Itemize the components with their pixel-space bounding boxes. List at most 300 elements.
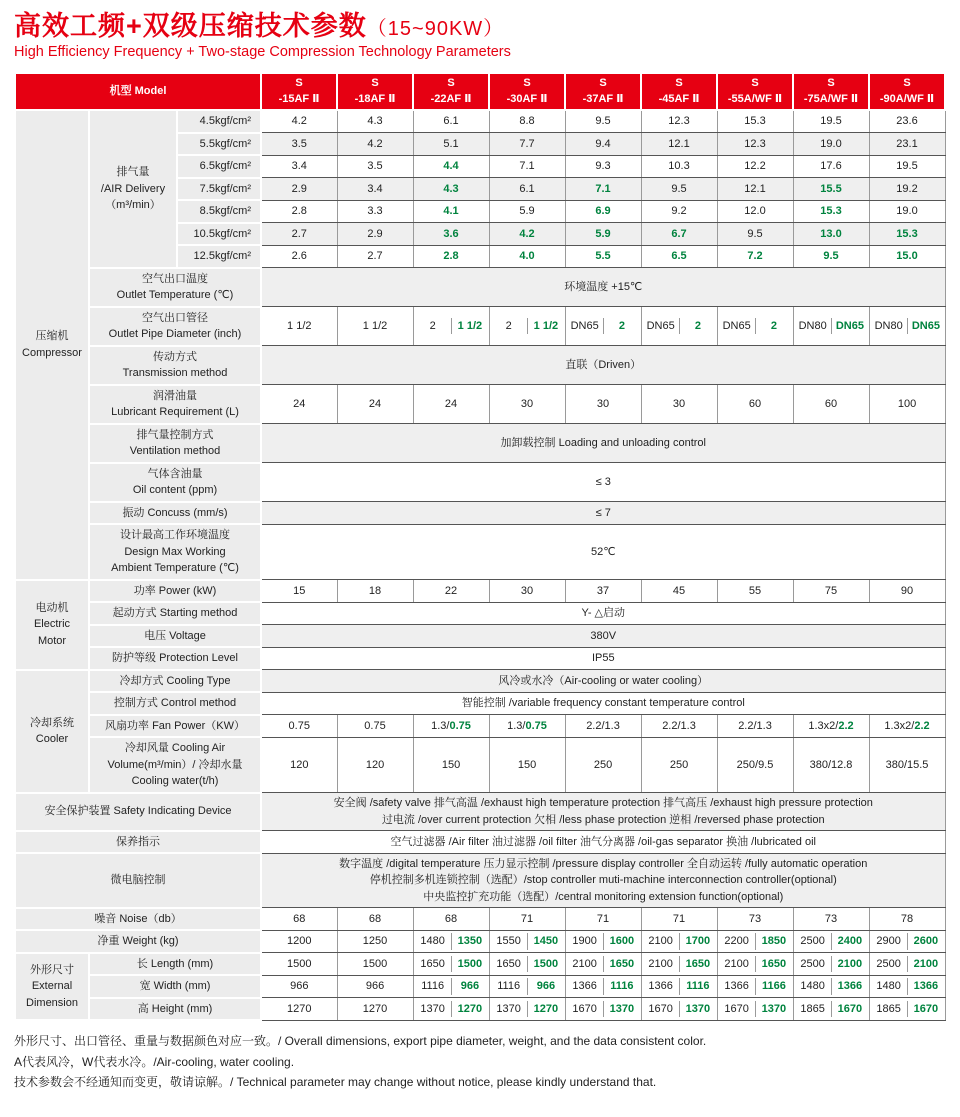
data-cell: 15 (261, 580, 337, 603)
data-cell: 12.2 (717, 155, 793, 178)
data-cell: 120 (261, 737, 337, 793)
data-cell: 68 (337, 908, 413, 931)
data-cell: 1 1/2 (337, 307, 413, 346)
split-data-cell (413, 307, 489, 346)
data-cell: 4.2 (337, 133, 413, 156)
value-primary: 1480 (876, 980, 901, 993)
text-line: 电动机 (35, 601, 69, 614)
table-row (15, 793, 945, 831)
data-cell: 加卸载控制 Loading and unloading control (261, 424, 945, 463)
pressure-label: 8.5kgf/cm² (177, 200, 261, 223)
value-alternate: 966 (527, 978, 564, 995)
data-cell: 3.3 (337, 200, 413, 223)
value-primary: 2500 (876, 957, 901, 970)
text-line: 排气量 (116, 166, 150, 179)
model-header-line: S (295, 77, 303, 90)
data-cell: 2.8 (261, 200, 337, 223)
data-cell: 智能控制 /variable frequency constant temperature control (261, 692, 945, 715)
value-alternate: 0.75 (525, 719, 547, 732)
value-primary: DN80 (874, 319, 903, 332)
data-cell: 2.7 (337, 245, 413, 268)
data-cell: 6.9 (565, 200, 641, 223)
data-cell: 5.1 (413, 133, 489, 156)
text-line: 净重 Weight (kg) (97, 935, 179, 948)
table-row (15, 908, 945, 931)
data-cell: 4.3 (337, 110, 413, 133)
value-alternate: 1370 (603, 1001, 640, 1018)
text-line: Transmission method (122, 367, 228, 380)
value-alternate: 1 1/2 (451, 318, 488, 335)
split-data-cell (565, 953, 641, 976)
data-cell (793, 715, 869, 738)
data-cell: 4.3 (413, 178, 489, 201)
row-label (89, 110, 177, 268)
data-cell: 空气过滤器 /Air filter 油过滤器 /oil filter 油气分离器 /oil-gas separator 换油 /lubricated oil (261, 831, 945, 854)
text-line: 安全保护装置 Safety Indicating Device (44, 805, 232, 818)
text-line: Cooler (35, 733, 69, 746)
page-subtitle: High Efficiency Frequency + Two-stage Compression Technology Parameters (14, 44, 511, 61)
data-cell: 1500 (337, 953, 413, 976)
text-line: Cooling water(t/h) (131, 775, 219, 788)
model-header-line: -37AF Ⅱ (582, 92, 624, 105)
row-label (89, 670, 261, 693)
row-label (89, 385, 261, 424)
value-primary: 1370 (496, 1002, 521, 1015)
data-cell: 250 (565, 737, 641, 793)
split-data-cell (641, 953, 717, 976)
data-cell: 966 (261, 975, 337, 998)
model-header-line: -30AF Ⅱ (506, 92, 548, 105)
data-cell: 71 (641, 908, 717, 931)
split-data-cell (869, 953, 945, 976)
data-cell: 37 (565, 580, 641, 603)
data-cell: 9.4 (565, 133, 641, 156)
value-primary: 1670 (724, 1002, 749, 1015)
split-data-cell (489, 998, 565, 1021)
data-cell (869, 715, 945, 738)
table-row (15, 998, 945, 1021)
data-cell: 2.9 (337, 223, 413, 246)
data-cell: 12.1 (717, 178, 793, 201)
model-header-line: S (447, 77, 455, 90)
data-cell (261, 853, 945, 908)
text-line: /AIR Delivery (100, 182, 166, 195)
pressure-label: 7.5kgf/cm² (177, 178, 261, 201)
value-alternate: 2100 (831, 956, 868, 973)
value-primary: 2100 (572, 957, 597, 970)
value-primary: 2100 (648, 935, 673, 948)
row-label (89, 737, 261, 793)
value-alternate: 1366 (831, 978, 868, 995)
model-header (793, 73, 869, 110)
text-line: 外形尺寸 (30, 963, 74, 976)
text-line: 振动 Concuss (mm/s) (122, 506, 228, 519)
value-primary: 1865 (800, 1002, 825, 1015)
table-row (15, 524, 945, 580)
data-cell: 2.6 (261, 245, 337, 268)
table-header (15, 73, 945, 110)
split-data-cell (413, 953, 489, 976)
data-cell: 7.2 (717, 245, 793, 268)
row-label (89, 580, 261, 603)
table-row (15, 670, 945, 693)
table-row (15, 975, 945, 998)
data-cell: 9.5 (641, 178, 717, 201)
model-header-line: S (523, 77, 531, 90)
split-data-cell (869, 930, 945, 953)
data-cell: 19.2 (869, 178, 945, 201)
footnote-disclaimer: 技术参数会不经通知而变更，敬请谅解。/ Technical parameter may change without notice, please kindly understand that. (14, 1074, 657, 1089)
text-line: 数字温度 /digital temperature 压力显示控制 /pressure display controller 全自动运转 /fully automatic operation (339, 857, 868, 870)
text-line: 保养指示 (116, 835, 160, 848)
value-alternate: 1500 (527, 956, 564, 973)
row-label (89, 307, 261, 346)
page-header (14, 10, 946, 60)
value-primary: 1650 (496, 957, 521, 970)
data-cell: 3.4 (261, 155, 337, 178)
text-line: Outlet Temperature (℃) (116, 289, 234, 302)
data-cell (489, 715, 565, 738)
value-alternate: 2100 (907, 956, 944, 973)
group-label (15, 670, 89, 793)
value-primary: 2900 (876, 935, 901, 948)
table-row (15, 831, 945, 854)
text-line: Oil content (ppm) (132, 484, 218, 497)
data-cell: 9.5 (717, 223, 793, 246)
text-line: 功率 Power (kW) (133, 584, 217, 597)
value-primary: DN65 (570, 319, 599, 332)
page-title-zh: 高效工频+双级压缩技术参数 (14, 11, 367, 41)
table-row (15, 737, 945, 793)
table-row (15, 602, 945, 625)
text-line: Ventilation method (129, 445, 221, 458)
value-alternate: 1366 (907, 978, 944, 995)
data-cell: 150 (489, 737, 565, 793)
table-row (15, 502, 945, 525)
split-data-cell (717, 998, 793, 1021)
data-cell: 7.1 (565, 178, 641, 201)
value-alternate: 1500 (451, 956, 488, 973)
model-header (869, 73, 945, 110)
table-row (15, 110, 945, 133)
value-primary: 1116 (421, 980, 445, 993)
table-row (15, 647, 945, 670)
value-alternate: DN65 (907, 318, 944, 335)
data-cell: 3.5 (261, 133, 337, 156)
data-cell: 380/15.5 (869, 737, 945, 793)
data-cell: Y- △启动 (261, 602, 945, 625)
value-primary: DN65 (646, 319, 675, 332)
data-cell: 4.2 (261, 110, 337, 133)
data-cell: 4.2 (489, 223, 565, 246)
row-label (89, 424, 261, 463)
value-alternate: 966 (451, 978, 488, 995)
data-cell: 68 (261, 908, 337, 931)
value-primary: 2100 (648, 957, 673, 970)
data-cell: 2.2/1.3 (717, 715, 793, 738)
data-cell: 5.9 (565, 223, 641, 246)
value-primary: 1366 (572, 980, 597, 993)
split-data-cell (717, 975, 793, 998)
row-label (89, 502, 261, 525)
data-cell: 15.5 (793, 178, 869, 201)
data-cell: ≤ 7 (261, 502, 945, 525)
model-header-line: S (827, 77, 835, 90)
data-cell: 22 (413, 580, 489, 603)
text-line: 风扇功率 Fan Power（KW） (105, 719, 245, 732)
data-cell: 150 (413, 737, 489, 793)
value-primary: 1670 (648, 1002, 673, 1015)
data-cell: 15.0 (869, 245, 945, 268)
data-cell: 1250 (337, 930, 413, 953)
text-line: Electric Motor (33, 618, 71, 647)
text-line: Dimension (26, 996, 78, 1009)
data-cell: 380V (261, 625, 945, 648)
value-primary: 1900 (572, 935, 597, 948)
data-cell: 19.5 (793, 110, 869, 133)
text-line: 起动方式 Starting method (112, 607, 238, 620)
data-cell: 9.3 (565, 155, 641, 178)
data-cell: 966 (337, 975, 413, 998)
split-data-cell (641, 307, 717, 346)
row-label (89, 692, 261, 715)
split-data-cell (413, 998, 489, 1021)
data-cell: 10.3 (641, 155, 717, 178)
table-body (15, 110, 945, 1020)
data-cell: 0.75 (337, 715, 413, 738)
text-line: 设计最高工作环境温度 (120, 529, 230, 542)
model-header-line: -18AF Ⅱ (354, 92, 396, 105)
table-row (15, 715, 945, 738)
model-column-header: 机型 Model (15, 73, 261, 110)
data-cell: 4.1 (413, 200, 489, 223)
text-line: 微电脑控制 (110, 874, 166, 887)
split-data-cell (793, 998, 869, 1021)
text-line: 冷却风量 Cooling Air (124, 742, 226, 755)
data-cell: 2.7 (261, 223, 337, 246)
value-primary: 2 (505, 319, 512, 332)
data-cell: 12.1 (641, 133, 717, 156)
text-line: 宽 Width (mm) (139, 980, 211, 993)
row-label (89, 346, 261, 385)
data-cell: 1270 (261, 998, 337, 1021)
value-primary: 1366 (648, 980, 673, 993)
text-line: Ambient Temperature (℃) (111, 562, 239, 575)
value-primary: 1370 (420, 1002, 445, 1015)
data-cell: 15.3 (717, 110, 793, 133)
data-cell: 24 (261, 385, 337, 424)
data-cell: 2.2/1.3 (565, 715, 641, 738)
value-alternate: 2 (679, 318, 716, 335)
data-cell: 12.3 (717, 133, 793, 156)
text-line: 过电流 /over current protection 欠相 /less phase protection 逆相 /reversed phase protection (381, 813, 825, 826)
text-line: 电压 Voltage (144, 629, 206, 642)
table-row (15, 625, 945, 648)
text-line: 防护等级 Protection Level (112, 652, 238, 665)
data-cell: 100 (869, 385, 945, 424)
table-row (15, 953, 945, 976)
table-row (15, 307, 945, 346)
value-primary: 1.3/ (431, 719, 450, 732)
split-data-cell (793, 975, 869, 998)
data-cell: 7.1 (489, 155, 565, 178)
data-cell: 23.6 (869, 110, 945, 133)
data-cell: 90 (869, 580, 945, 603)
row-label (15, 930, 261, 953)
data-cell: 18 (337, 580, 413, 603)
value-primary: 1.3x2/ (884, 719, 915, 732)
data-cell: 6.7 (641, 223, 717, 246)
data-cell: 6.1 (413, 110, 489, 133)
row-label (15, 853, 261, 908)
value-alternate: DN65 (831, 318, 868, 335)
value-primary: 1480 (420, 935, 445, 948)
value-alternate: 2400 (831, 933, 868, 950)
row-label (15, 831, 261, 854)
spec-table (14, 72, 946, 1021)
data-cell: 17.6 (793, 155, 869, 178)
value-alternate: 1350 (451, 933, 488, 950)
value-primary: 1.3/ (507, 719, 526, 732)
data-cell: 24 (413, 385, 489, 424)
text-line: 冷却系统 (30, 716, 74, 729)
value-alternate: 1166 (755, 978, 792, 995)
split-data-cell (641, 930, 717, 953)
value-primary: 2200 (724, 935, 749, 948)
split-data-cell (489, 975, 565, 998)
header-row (15, 73, 945, 110)
data-cell: 30 (641, 385, 717, 424)
text-line: 控制方式 Control method (113, 697, 237, 710)
model-header-line: S (903, 77, 911, 90)
pressure-label: 4.5kgf/cm² (177, 110, 261, 133)
footnote-color-legend: 外形尺寸、出口管径、重量与数据颜色对应一致。/ Overall dimensions, export pipe diameter, weight, and the data consistent color. (14, 1034, 707, 1049)
data-cell: 12.0 (717, 200, 793, 223)
split-data-cell (793, 307, 869, 346)
value-primary: 1116 (497, 980, 521, 993)
data-cell: 73 (717, 908, 793, 931)
text-line: 压缩机 (35, 330, 69, 343)
model-header-line: -15AF Ⅱ (278, 92, 320, 105)
data-cell: 45 (641, 580, 717, 603)
model-header-line: -22AF Ⅱ (430, 92, 472, 105)
split-data-cell (489, 307, 565, 346)
value-alternate: 1116 (603, 978, 640, 995)
value-alternate: 1 1/2 (527, 318, 564, 335)
value-primary: DN65 (722, 319, 751, 332)
data-cell: 68 (413, 908, 489, 931)
split-data-cell (869, 975, 945, 998)
data-cell: 60 (793, 385, 869, 424)
model-header-line: -90A/WF Ⅱ (879, 92, 935, 105)
value-primary: DN80 (798, 319, 827, 332)
data-cell: 30 (489, 385, 565, 424)
data-cell: 2.9 (261, 178, 337, 201)
value-primary: 2500 (800, 957, 825, 970)
table-row (15, 346, 945, 385)
row-label (89, 524, 261, 580)
data-cell: 9.2 (641, 200, 717, 223)
model-header-line: -75A/WF Ⅱ (803, 92, 859, 105)
data-cell: 6.5 (641, 245, 717, 268)
data-cell: 3.6 (413, 223, 489, 246)
text-line: 中央监控扩充功能（选配）/central monitoring extension function(optional) (423, 890, 784, 903)
data-cell: 风冷或水冷（Air-cooling or water cooling） (261, 670, 945, 693)
split-data-cell (489, 930, 565, 953)
group-label (15, 110, 89, 580)
data-cell: 24 (337, 385, 413, 424)
split-data-cell (565, 975, 641, 998)
data-cell: 250 (641, 737, 717, 793)
data-cell: 19.0 (869, 200, 945, 223)
data-cell: 19.0 (793, 133, 869, 156)
text-line: Volume(m³/min）/ 冷却水量 (107, 758, 243, 771)
split-data-cell (869, 307, 945, 346)
text-line: Design Max Working (124, 545, 226, 558)
table-row (15, 424, 945, 463)
data-cell: 380/12.8 (793, 737, 869, 793)
text-line: External (31, 980, 73, 993)
group-label (15, 580, 89, 670)
value-alternate: 2.2 (838, 719, 854, 732)
data-cell: 55 (717, 580, 793, 603)
split-data-cell (717, 307, 793, 346)
table-row (15, 385, 945, 424)
value-alternate: 1370 (755, 1001, 792, 1018)
split-data-cell (717, 930, 793, 953)
row-label (89, 975, 261, 998)
value-primary: 2 (429, 319, 436, 332)
data-cell: 78 (869, 908, 945, 931)
value-alternate: 1370 (679, 1001, 716, 1018)
value-alternate: 1650 (603, 956, 640, 973)
data-cell: 2.8 (413, 245, 489, 268)
text-line: 冷却方式 Cooling Type (119, 674, 231, 687)
data-cell: 23.1 (869, 133, 945, 156)
pressure-label: 12.5kgf/cm² (177, 245, 261, 268)
model-header-line: -45AF Ⅱ (658, 92, 700, 105)
data-cell: 5.5 (565, 245, 641, 268)
page-title-kw-range: （15~90KW） (366, 18, 505, 40)
data-cell: ≤ 3 (261, 463, 945, 502)
text-line: （m³/min） (105, 199, 161, 212)
split-data-cell (793, 930, 869, 953)
row-label (89, 625, 261, 648)
data-cell: 9.5 (565, 110, 641, 133)
group-label (15, 953, 89, 1021)
data-cell: 71 (489, 908, 565, 931)
pressure-label: 5.5kgf/cm² (177, 133, 261, 156)
data-cell: 4.0 (489, 245, 565, 268)
value-alternate: 1650 (679, 956, 716, 973)
model-header-line: S (371, 77, 379, 90)
data-cell: 15.3 (793, 200, 869, 223)
data-cell: 1500 (261, 953, 337, 976)
model-header (641, 73, 717, 110)
text-line: 空气出口温度 (142, 272, 208, 285)
data-cell: 8.8 (489, 110, 565, 133)
value-primary: 1366 (724, 980, 749, 993)
value-alternate: 2 (603, 318, 640, 335)
split-data-cell (793, 953, 869, 976)
row-label (89, 268, 261, 307)
data-cell: 4.4 (413, 155, 489, 178)
row-label (89, 463, 261, 502)
data-cell: 3.4 (337, 178, 413, 201)
split-data-cell (641, 975, 717, 998)
text-line: Compressor (22, 346, 82, 359)
model-header-line: S (751, 77, 759, 90)
